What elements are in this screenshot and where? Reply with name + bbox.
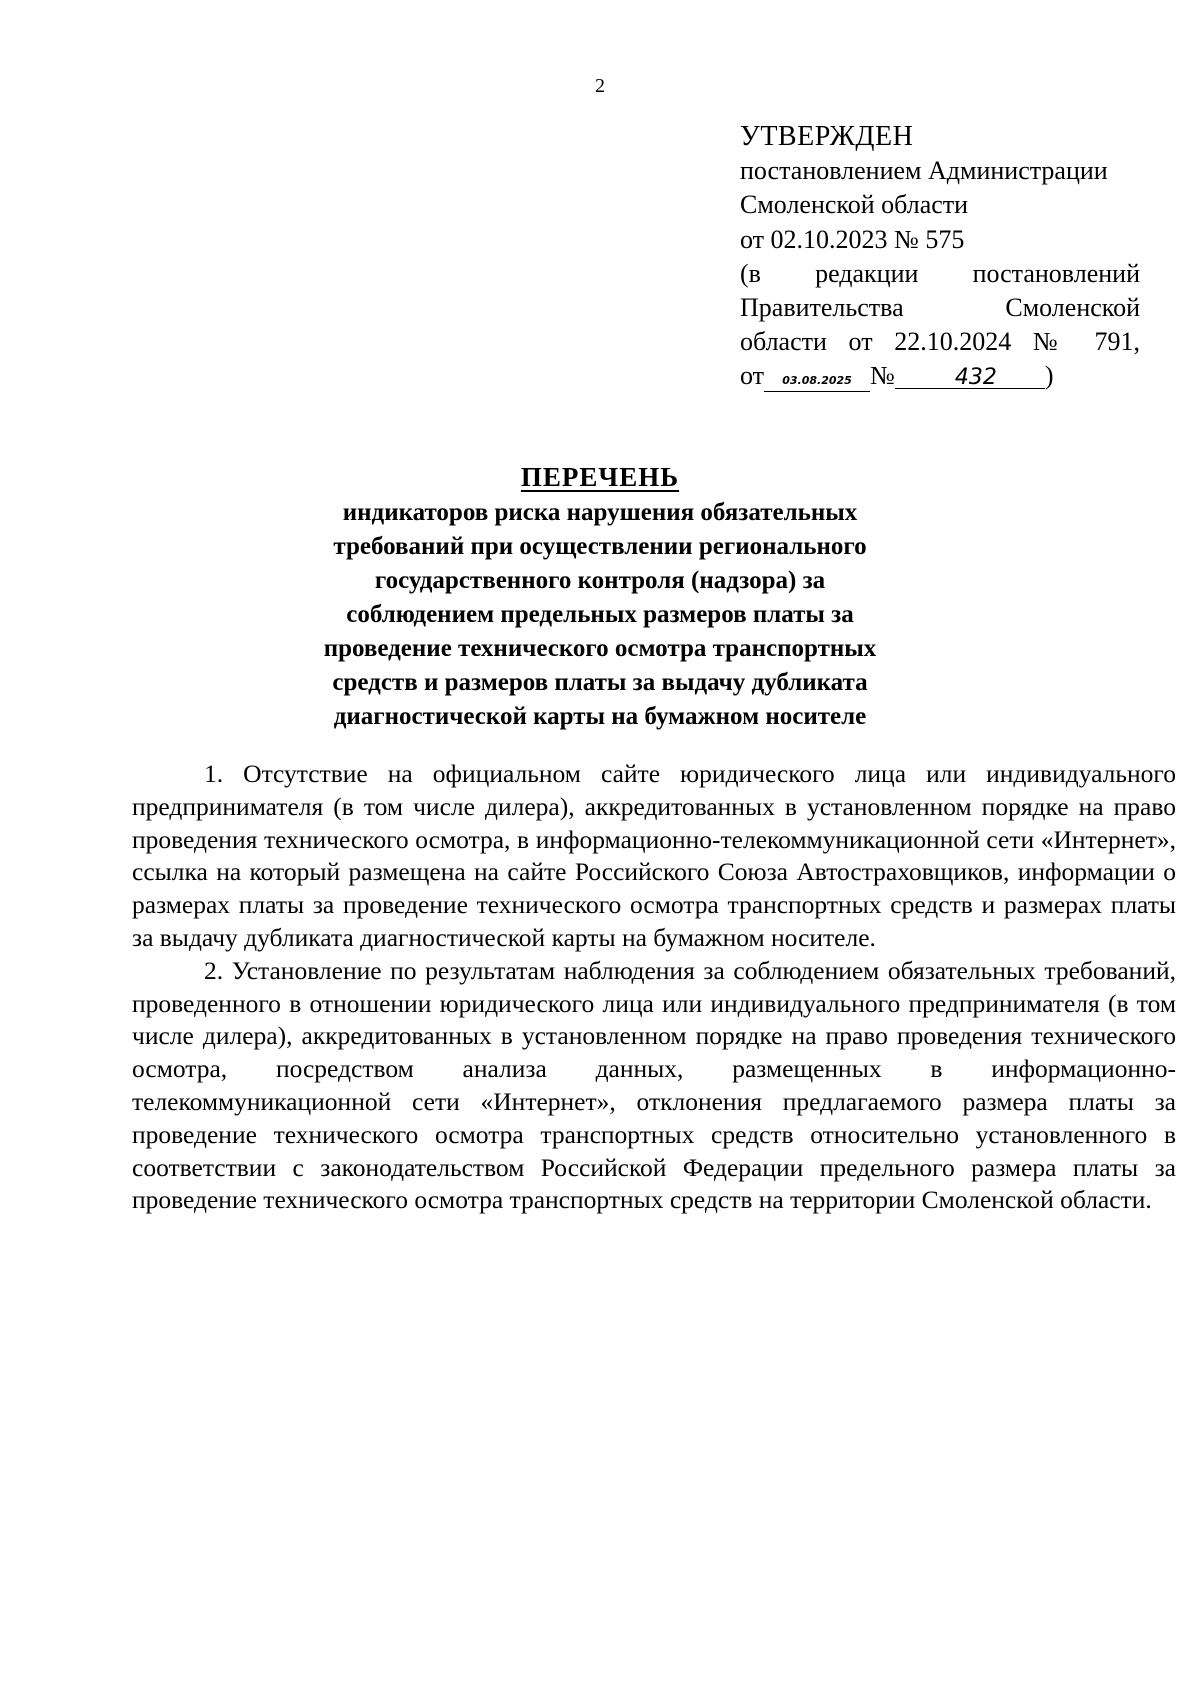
list-item: 1. Отсутствие на официальном сайте юридического лица или индивидуального предпринимателя (в том числе дилера), аккредитованных в установленном порядке на право проведения технического осмотра, в информационно-телекоммуникационной сети «Интернет», ссылка на который размещена на сайте Российского Союза Автостраховщиков, информации о размерах платы за проведение технического осмотра транспортных средств и размерах платы за выдачу дубликата диагностической карты на бумажном носителе. xyxy=(132,759,1176,952)
document-title xyxy=(200,460,1000,734)
approval-line: постановлением Администрации xyxy=(740,156,1108,186)
title-line: проведение технического осмотра транспортных xyxy=(323,635,877,662)
title-line: средств и размеров платы за выдачу дубликата xyxy=(332,669,868,696)
approval-line: области от 22.10.2024 № 791, xyxy=(740,327,1140,357)
title-line: соблюдением предельных размеров платы за xyxy=(346,601,854,628)
approval-line: Смоленской области xyxy=(740,190,969,220)
title-line: государственного контроля (надзора) за xyxy=(374,567,826,594)
handwritten-date: 03.08.2025 xyxy=(764,371,870,392)
approval-stamp xyxy=(740,120,1140,394)
approval-line: от 02.10.2023 № 575 xyxy=(740,224,965,254)
title-line: требований при осуществлении регионального xyxy=(333,533,867,560)
title-line: индикаторов риска нарушения обязательных xyxy=(342,499,858,526)
handwritten-number: 432 xyxy=(895,368,1045,389)
approval-heading: УТВЕРЖДЕН xyxy=(740,121,914,152)
amendment-reference xyxy=(740,359,1140,393)
list-item: 2. Установление по результатам наблюдения за соблюдением обязательных требований, проведенного в отношении юридического лица или индивидуального предпринимателя (в том числе дилера), аккредитованных в установленном порядке на право проведения технического осмотра, посредством анализа данных, размещенных в информационно-телекоммуникационной сети «Интернет», отклонения предлагаемого размера платы за проведение технического осмотра транспортных средств относительно установленного в соответствии с законодательством Российской Федерации предельного размера платы за проведение технического осмотра транспортных средств на территории Смоленской области. xyxy=(132,955,1176,1215)
amendment-prefix: от xyxy=(740,361,765,391)
document-body xyxy=(132,758,1176,1217)
approval-line: Правительства Смоленской xyxy=(740,293,1140,323)
title-heading: ПЕРЕЧЕНЬ xyxy=(520,462,680,492)
approval-line: (в редакции постановлений xyxy=(740,258,1140,288)
number-sign: № xyxy=(870,361,895,391)
closing-paren: ) xyxy=(1044,361,1054,391)
page-number: 2 xyxy=(595,75,605,97)
title-line: диагностической карты на бумажном носителе xyxy=(333,703,867,730)
